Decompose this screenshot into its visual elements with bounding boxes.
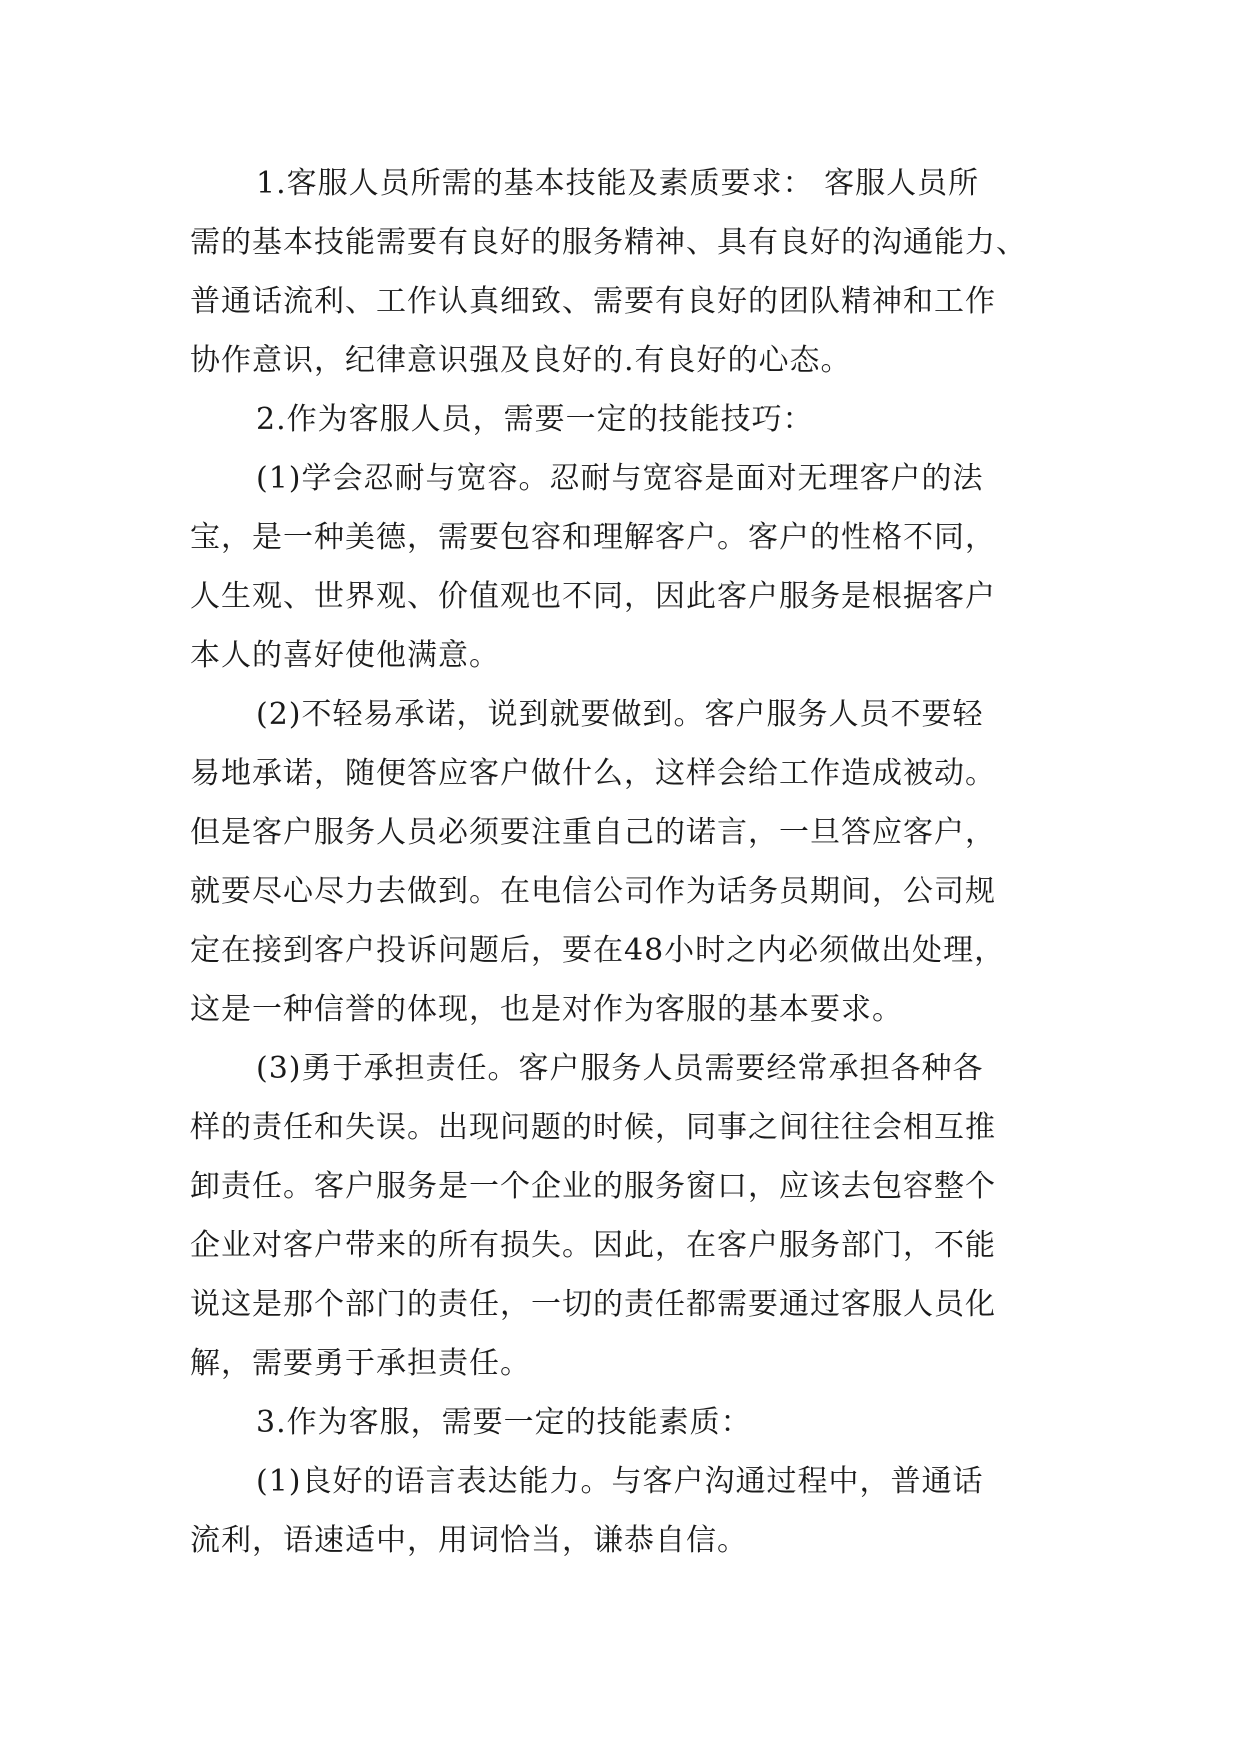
paragraph-line: 1.客服人员所需的基本技能及素质要求： 客服人员所: [256, 166, 980, 201]
paragraph-line: 普通话流利、工作认真细致、需要有良好的团队精神和工作: [190, 284, 996, 319]
paragraph-line: 定在接到客户投诉问题后，要在48小时之内必须做出处理，: [190, 933, 1006, 968]
paragraph-line: 样的责任和失误。出现问题的时候，同事之间往往会相互推: [190, 1110, 996, 1145]
paragraph-line: (1)良好的语言表达能力。与客户沟通过程中，普通话: [256, 1464, 984, 1499]
paragraph-line: 企业对客户带来的所有损失。因此，在客户服务部门，不能: [190, 1228, 996, 1263]
paragraph-line: 解，需要勇于承担责任。: [190, 1346, 531, 1381]
paragraph-line: 人生观、世界观、价值观也不同，因此客户服务是根据客户: [190, 579, 996, 614]
paragraph-line: 协作意识，纪律意识强及良好的.有良好的心态。: [190, 343, 852, 378]
paragraph-line: (1)学会忍耐与宽容。忍耐与宽容是面对无理客户的法: [256, 461, 984, 496]
paragraph-line: 卸责任。客户服务是一个企业的服务窗口，应该去包容整个: [190, 1169, 996, 1204]
paragraph-line: 流利，语速适中，用词恰当，谦恭自信。: [190, 1523, 748, 1558]
paragraph-line: 说这是那个部门的责任，一切的责任都需要通过客服人员化: [190, 1287, 996, 1322]
paragraph-line: 这是一种信誉的体现，也是对作为客服的基本要求。: [190, 992, 903, 1027]
paragraph-line: 2.作为客服人员，需要一定的技能技巧：: [256, 402, 814, 437]
paragraph-line: (2)不轻易承诺，说到就要做到。客户服务人员不要轻: [256, 697, 984, 732]
paragraph-line: 3.作为客服，需要一定的技能素质：: [256, 1405, 752, 1440]
paragraph-line: 宝，是一种美德，需要包容和理解客户。客户的性格不同，: [190, 520, 996, 555]
paragraph-line: 易地承诺，随便答应客户做什么，这样会给工作造成被动。: [190, 756, 996, 791]
paragraph-line: 就要尽心尽力去做到。在电信公司作为话务员期间，公司规: [190, 874, 996, 909]
paragraph-line: 本人的喜好使他满意。: [190, 638, 500, 673]
paragraph-line: 但是客户服务人员必须要注重自己的诺言，一旦答应客户，: [190, 815, 996, 850]
paragraph-line: 需的基本技能需要有良好的服务精神、具有良好的沟通能力、: [190, 225, 1027, 260]
document-body: [190, 154, 1090, 1570]
paragraph-line: (3)勇于承担责任。客户服务人员需要经常承担各种各: [256, 1051, 984, 1086]
